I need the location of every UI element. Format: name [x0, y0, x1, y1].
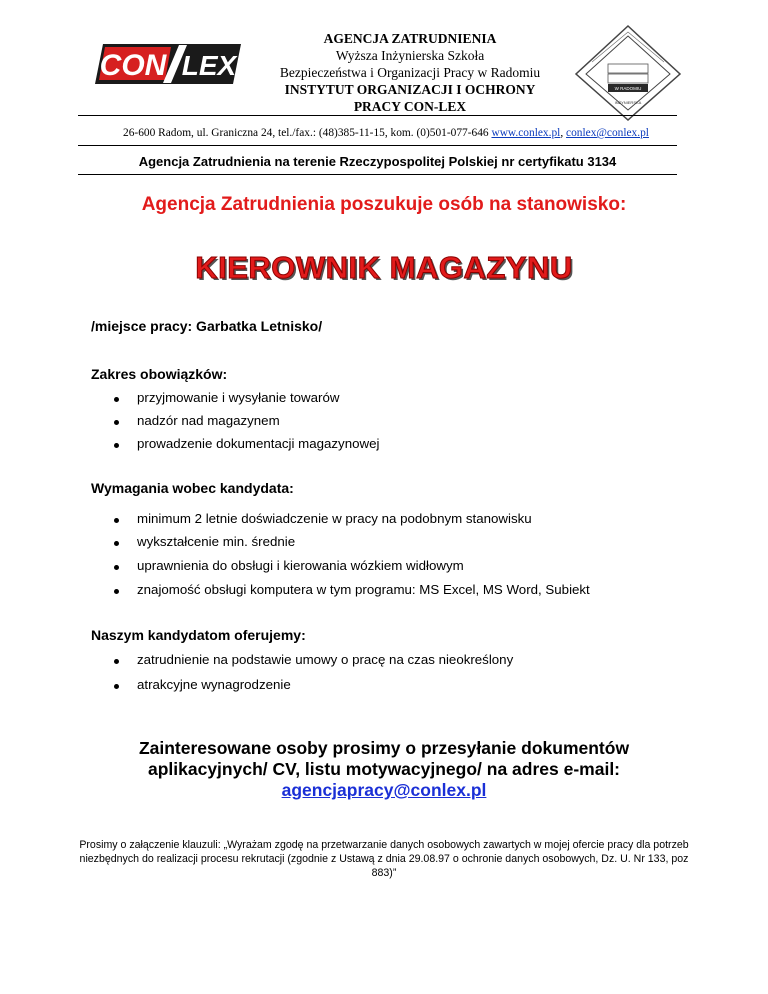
workplace: /miejsce pracy: Garbatka Letnisko/ — [91, 318, 323, 334]
certificate-line: Agencja Zatrudnienia na terenie Rzeczypospolitej Polskiej nr certyfikatu 3134 — [138, 154, 617, 169]
requirements-heading: Wymagania wobec kandydata: — [91, 480, 294, 496]
cta-line-2: aplikacyjnych/ CV, listu motywacyjnego/ na adres e-mail: — [147, 759, 621, 779]
contact-email-link[interactable]: conlex@conlex.pl — [566, 127, 649, 139]
institute-name-2: PRACY CON-LEX — [353, 99, 467, 114]
divider — [78, 174, 677, 175]
duties-heading: Zakres obowiązków: — [91, 366, 228, 382]
school-name-1: Wyższa Inżynierska Szkoła — [335, 48, 485, 63]
application-email-link[interactable]: agencjapracy@conlex.pl — [281, 780, 487, 800]
school-name-2: Bezpieczeństwa i Organizacji Pracy w Radomiu — [279, 65, 541, 80]
contact-line — [78, 127, 694, 139]
cta-line-1: Zainteresowane osoby prosimy o przesyłanie dokumentów — [138, 738, 630, 758]
conlex-logo — [93, 42, 243, 86]
contact-separator: , — [560, 127, 567, 139]
website-link[interactable]: www.conlex.pl — [491, 127, 561, 139]
divider — [78, 115, 677, 116]
job-title: KIEROWNIK MAGAZYNU — [195, 250, 573, 285]
divider — [78, 145, 677, 146]
agency-header — [240, 30, 580, 115]
job-headline: Agencja Zatrudnienia poszukuje osób na stanowisko: — [141, 194, 627, 215]
institute-name-1: INSTYTUT ORGANIZACJI I OCHRONY — [284, 82, 536, 97]
consent-clause: Prosimy o załączenie klauzuli: „Wyrażam zgodę na przetwarzanie danych osobowych zawartych w mojej ofercie pracy dla potrzeb niezbędnych do realizacji procesu rekrutacji (zgodnie z Ustawą z dnia 29.08.97 o ochronie danych osobowych, Dz. U. Nr 133, poz 883)” — [79, 839, 689, 879]
offer-heading: Naszym kandydatom oferujemy: — [91, 627, 306, 643]
svg-text:LEX: LEX — [181, 50, 237, 81]
university-seal — [572, 22, 684, 122]
svg-text:INŻYNIERSKA: INŻYNIERSKA — [614, 100, 642, 105]
svg-text:W RADOMIU: W RADOMIU — [614, 86, 642, 91]
application-call — [0, 738, 768, 801]
svg-text:CON: CON — [99, 49, 167, 82]
agency-name: AGENCJA ZATRUDNIENIA — [323, 31, 497, 46]
contact-address: 26-600 Radom, ul. Graniczna 24, tel./fax.: (48)385-11-15, kom. (0)501-077-646 — [123, 127, 492, 139]
